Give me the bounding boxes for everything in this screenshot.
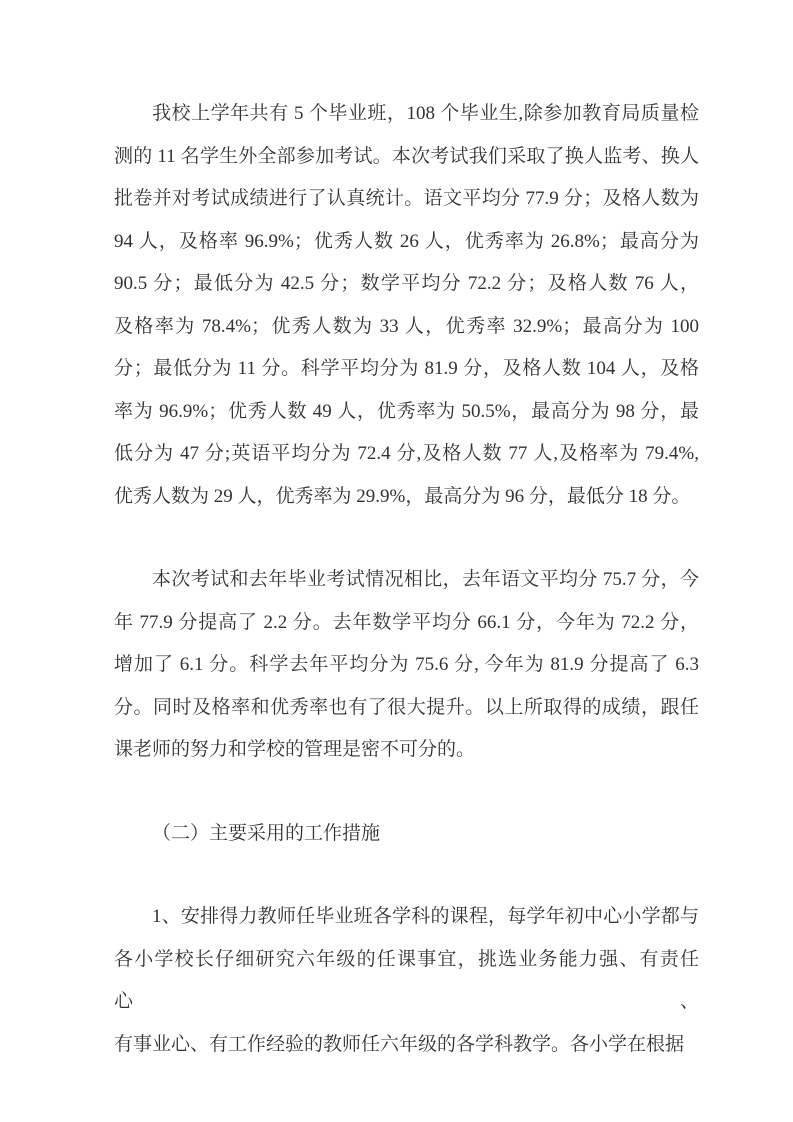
text-line: 率为 96.9%；优秀人数 49 人，优秀率为 50.5%，最高分为 98 分，最 — [114, 400, 699, 422]
text-line: 有事业心、有工作经验的教师任六年级的各学科教学。各小学在根据 — [114, 1033, 685, 1055]
text-line: 年 77.9 分提高了 2.2 分。去年数学平均分 66.1 分，今年为 72.2 分， — [114, 611, 699, 633]
text-line: 及格率为 78.4%；优秀人数为 33 人，优秀率 32.9%；最高分为 100 — [114, 315, 699, 337]
text-line: 优秀人数为 29 人，优秀率为 29.9%，最高分为 96 分，最低分 18 分。 — [114, 485, 691, 507]
exam-statistics-paragraph — [114, 93, 699, 518]
text-line: 各小学校长仔细研究六年级的任课事宜，挑选业务能力强、有责任心、 — [114, 948, 699, 1012]
year-comparison-paragraph — [114, 559, 699, 772]
text-line: 课老师的努力和学校的管理是密不可分的。 — [114, 739, 476, 760]
section-heading — [114, 813, 699, 856]
text-line: 分；最低分为 11 分。科学平均分为 81.9 分，及格人数 104 人，及格 — [114, 358, 699, 379]
text-line: 94 人，及格率 96.9%；优秀人数 26 人，优秀率为 26.8%；最高分为 — [114, 230, 699, 252]
text-line: 低分为 47 分;英语平均分为 72.4 分,及格人数 77 人,及格率为 79.4%, — [114, 443, 699, 464]
text-line: 90.5 分；最低分为 42.5 分；数学平均分 72.2 分；及格人数 76 人， — [114, 273, 699, 294]
text-line: 分。同时及格率和优秀率也有了很大提升。以上所取得的成绩，跟任 — [114, 696, 699, 718]
text-line: （二）主要采用的工作措施 — [152, 822, 381, 844]
text-line: 测的 11 名学生外全部参加考试。本次考试我们采取了换人监考、换人 — [114, 145, 699, 167]
text-line: 我校上学年共有 5 个毕业班，108 个毕业生,除参加教育局质量检 — [152, 103, 699, 124]
text-line: 增加了 6.1 分。科学去年平均分为 75.6 分, 今年为 81.9 分提高了 6.3 — [114, 654, 699, 675]
text-line: 批卷并对考试成绩进行了认真统计。语文平均分 77.9 分；及格人数为 — [114, 188, 699, 209]
text-line: 1、安排得力教师任毕业班各学科的课程，每学年初中心小学都与 — [152, 906, 699, 927]
text-line: 本次考试和去年毕业考试情况相比，去年语文平均分 75.7 分，今 — [152, 569, 699, 590]
measures-paragraph — [114, 896, 699, 1066]
